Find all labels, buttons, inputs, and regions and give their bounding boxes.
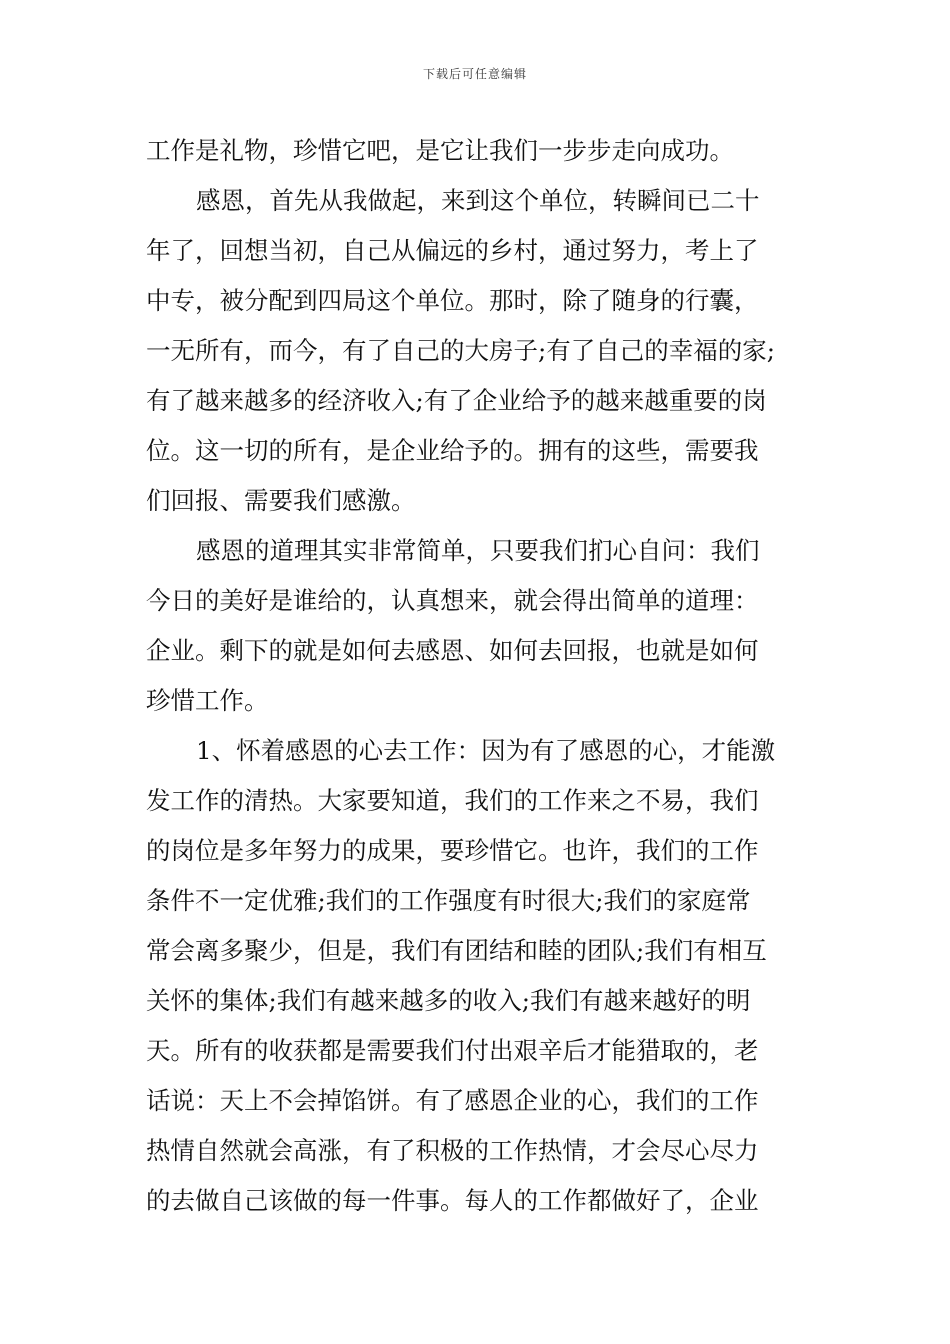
text-line: 话说：天上不会掉馅饼。有了感恩企业的心，我们的工作 [146,1086,759,1115]
text-line: 有了越来越多的经济收入;有了企业给予的越来越重要的岗 [146,386,767,415]
text-line: 发工作的清热。大家要知道，我们的工作来之不易，我们 [146,786,759,815]
text-line: 们回报、需要我们感激。 [146,486,416,515]
text-line: 条件不一定优雅;我们的工作强度有时很大;我们的家庭常 [146,886,751,915]
text-line: 位。这一切的所有，是企业给予的。拥有的这些，需要我 [146,436,759,465]
text-line: 企业。剩下的就是如何去感恩、如何去回报，也就是如何 [146,636,759,665]
document-body [146,126,822,1226]
text-line: 常会离多聚少，但是，我们有团结和睦的团队;我们有相互 [146,936,767,965]
text-line: 感恩，首先从我做起，来到这个单位，转瞬间已二十 [196,186,760,215]
text-line: 工作是礼物，珍惜它吧，是它让我们一步步走向成功。 [146,136,734,165]
text-line: 中专，被分配到四局这个单位。那时，除了随身的行囊， [146,286,759,315]
text-line: 珍惜工作。 [146,686,269,715]
text-line: 年了，回想当初，自己从偏远的乡村，通过努力，考上了 [146,236,759,265]
text-line: 1、怀着感恩的心去工作：因为有了感恩的心，才能激 [196,736,776,765]
text-line: 今日的美好是谁给的，认真想来，就会得出简单的道理： [146,586,759,615]
text-line: 天。所有的收获都是需要我们付出艰辛后才能猎取的，老 [146,1036,759,1065]
text-line: 热情自然就会高涨，有了积极的工作热情，才会尽心尽力 [146,1136,759,1165]
text-line: 关怀的集体;我们有越来越多的收入;我们有越来越好的明 [146,986,751,1015]
text-line: 的去做自己该做的每一件事。每人的工作都做好了，企业 [146,1186,759,1215]
page-header: 下载后可任意编辑 [422,67,527,81]
text-line: 的岗位是多年努力的成果，要珍惜它。也许，我们的工作 [146,836,759,865]
text-line: 感恩的道理其实非常简单，只要我们扪心自问：我们 [196,536,760,565]
text-line: 一无所有，而今，有了自己的大房子;有了自己的幸福的家; [146,336,776,365]
